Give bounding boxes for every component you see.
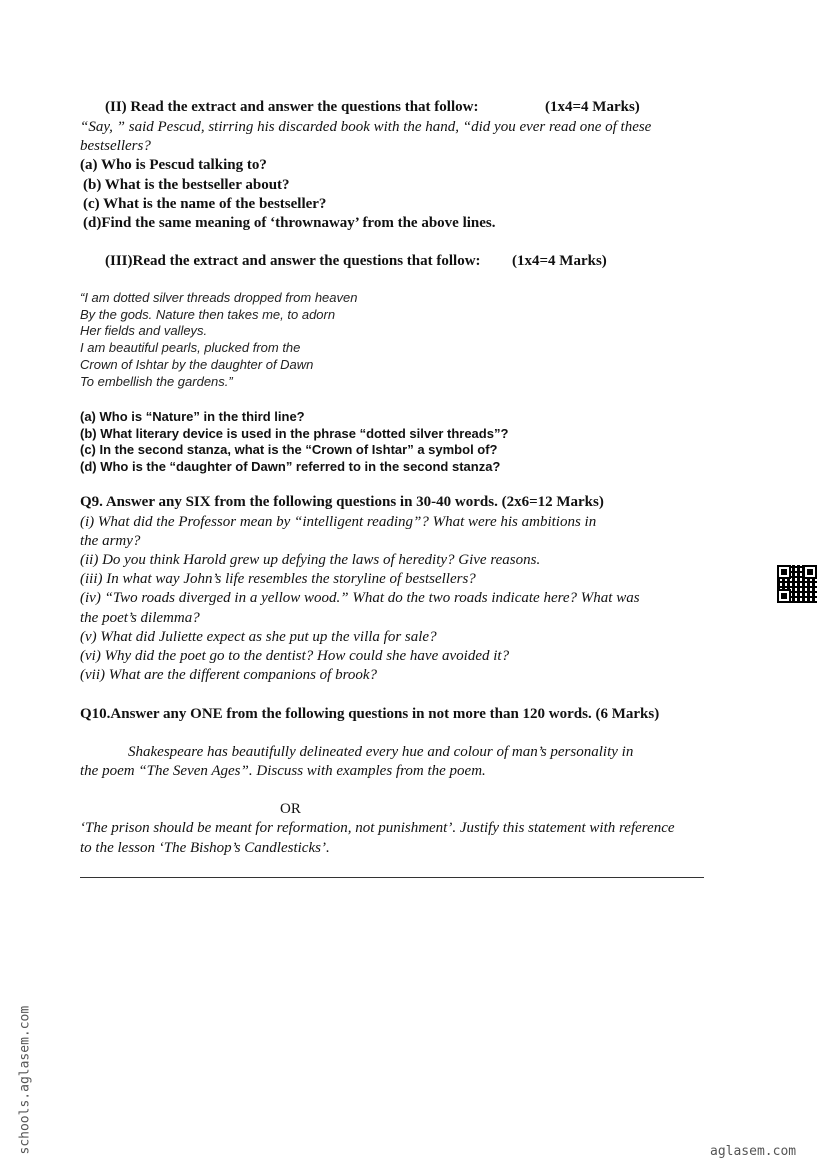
q9-line: (vii) What are the different companions of brook?	[80, 667, 378, 683]
question: (a) Who is “Nature” in the third line?	[80, 409, 305, 424]
extract-line: “Say, ” said Pescud, stirring his discarded book with the hand, “did you ever read one of these	[80, 119, 652, 135]
poem-line: I am beautiful pearls, plucked from the	[80, 340, 301, 355]
q10-option2-line: to the lesson ‘The Bishop’s Candlesticks’.	[80, 840, 330, 856]
divider-line	[80, 877, 704, 878]
q9-line: (i) What did the Professor mean by “intelligent reading”? What were his ambitions in	[80, 514, 597, 530]
question: (b) What literary device is used in the phrase “dotted silver threads”?	[80, 426, 509, 441]
section3-marks: (1x4=4 Marks)	[512, 253, 607, 269]
q9-line: (iii) In what way John’s life resembles the storyline of bestsellers?	[80, 571, 476, 587]
q9-heading: Q9. Answer any SIX from the following questions in 30-40 words. (2x6=12 Marks)	[80, 494, 604, 510]
poem-line: To embellish the gardens.”	[80, 374, 233, 389]
q10-heading: Q10.Answer any ONE from the following questions in not more than 120 words. (6 Marks)	[80, 706, 660, 722]
q10-option1-line: Shakespeare has beautifully delineated every hue and colour of man’s personality in	[128, 744, 634, 760]
q9-line: (ii) Do you think Harold grew up defying the laws of heredity? Give reasons.	[80, 552, 541, 568]
q10-option1-line: the poem “The Seven Ages”. Discuss with examples from the poem.	[80, 763, 486, 779]
section2-marks: (1x4=4 Marks)	[545, 99, 640, 115]
section2-heading: (II) Read the extract and answer the questions that follow:	[105, 99, 479, 115]
poem-line: “I am dotted silver threads dropped from heaven	[80, 290, 358, 305]
side-watermark: schools.aglasem.com	[17, 1005, 33, 1155]
extract-line: bestsellers?	[80, 138, 151, 154]
qr-code-icon	[777, 565, 817, 603]
question: (d)Find the same meaning of ‘thrownaway’ from the above lines.	[83, 215, 496, 231]
q10-option2-line: ‘The prison should be meant for reformation, not punishment’. Justify this statement with reference	[80, 820, 675, 836]
question: (c) In the second stanza, what is the “Crown of Ishtar” a symbol of?	[80, 442, 498, 457]
q9-line: (iv) “Two roads diverged in a yellow wood.” What do the two roads indicate here? What was	[80, 590, 640, 606]
section3-heading: (III)Read the extract and answer the questions that follow:	[105, 253, 481, 269]
q9-line: (v) What did Juliette expect as she put up the villa for sale?	[80, 629, 437, 645]
question: (d) Who is the “daughter of Dawn” referred to in the second stanza?	[80, 459, 501, 474]
q9-line: the poet’s dilemma?	[80, 610, 200, 626]
poem-line: Crown of Ishtar by the daughter of Dawn	[80, 357, 314, 372]
footer-watermark: aglasem.com	[710, 1144, 797, 1159]
question: (c) What is the name of the bestseller?	[83, 196, 327, 212]
poem-line: Her fields and valleys.	[80, 323, 208, 338]
question: (a) Who is Pescud talking to?	[80, 157, 267, 173]
or-label: OR	[280, 801, 301, 817]
q9-line: (vi) Why did the poet go to the dentist? How could she have avoided it?	[80, 648, 510, 664]
question: (b) What is the bestseller about?	[83, 177, 290, 193]
poem-line: By the gods. Nature then takes me, to adorn	[80, 307, 336, 322]
q9-line: the army?	[80, 533, 141, 549]
